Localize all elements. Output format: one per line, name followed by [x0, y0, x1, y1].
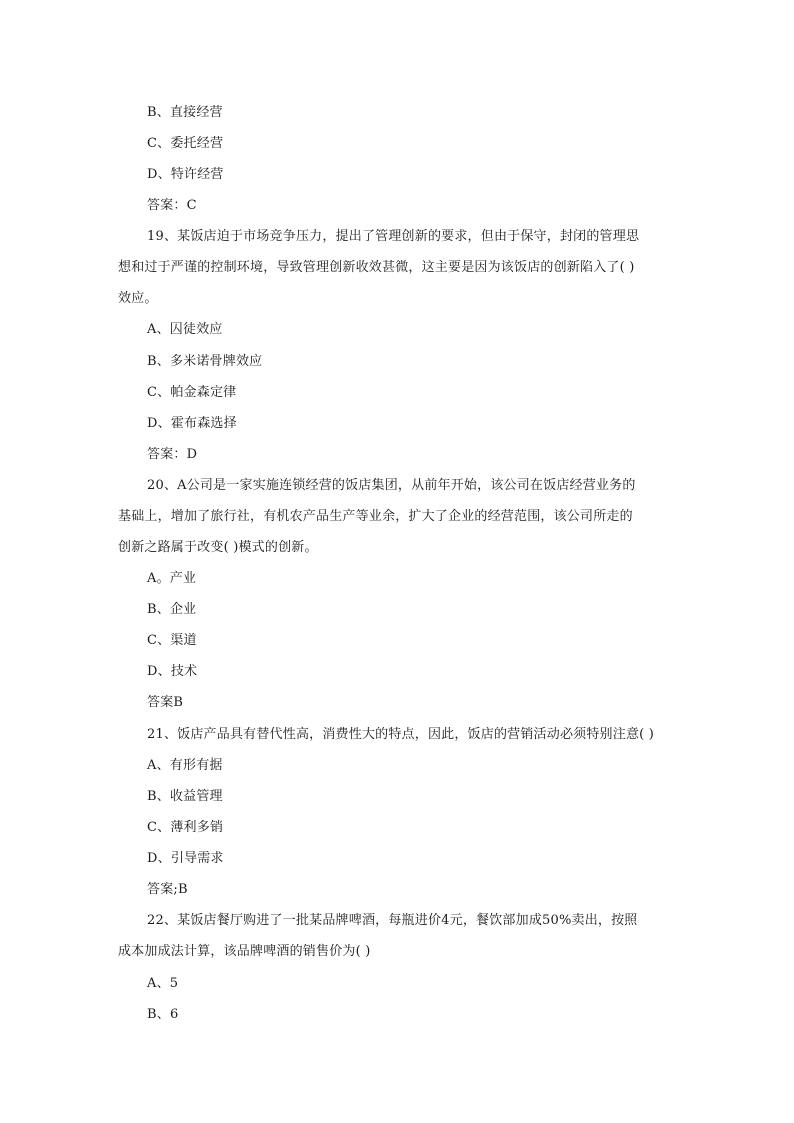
- question-20-line-1: 20、A公司是一家实施连锁经营的饭店集团，从前年开始，该公司在饭店经营业务的: [147, 478, 636, 493]
- option-a-20: A。产业: [147, 571, 197, 586]
- option-d-franchise: D、特许经营: [147, 167, 224, 182]
- option-b-20: B、企业: [147, 602, 197, 617]
- question-22-line-2: 成本加成法计算，该品牌啤酒的销售价为( ): [118, 944, 371, 959]
- option-a-19: A、囚徒效应: [147, 322, 223, 337]
- option-d-19: D、霍布森选择: [147, 416, 237, 431]
- option-b-19: B、多米诺骨牌效应: [147, 354, 263, 369]
- question-19-line-1: 19、某饭店迫于市场竞争压力，提出了管理创新的要求，但由于保守，封闭的管理思: [147, 229, 640, 244]
- answer-18: 答案：C: [147, 198, 197, 213]
- option-b-direct: B、直接经营: [147, 105, 223, 120]
- question-19-line-2: 想和过于严谨的控制环境，导致管理创新收效甚微，这主要是因为该饭店的创新陷入了( ): [118, 260, 635, 275]
- answer-19: 答案：D: [147, 447, 198, 462]
- answer-20: 答案B: [147, 695, 184, 710]
- question-21: 21、饭店产品具有替代性高，消费性大的特点，因此，饭店的营销活动必须特别注意( ): [147, 727, 655, 742]
- option-d-20: D、技术: [147, 664, 198, 679]
- option-a-21: A、有形有据: [147, 758, 223, 773]
- question-19-line-3: 效应。: [118, 291, 158, 306]
- question-22-line-1: 22、某饭店餐厅购进了一批某品牌啤酒，每瓶进价4元，餐饮部加成50%卖出，按照: [147, 913, 638, 928]
- question-20-line-3: 创新之路属于改变( )模式的创新。: [118, 540, 318, 555]
- question-20-line-2: 基础上，增加了旅行社，有机农产品生产等业余，扩大了企业的经营范围，该公司所走的: [118, 509, 633, 524]
- option-d-21: D、引导需求: [147, 851, 224, 866]
- option-b-22: B、6: [147, 1007, 179, 1022]
- option-c-entrusted: C、委托经营: [147, 136, 224, 151]
- option-b-21: B、收益管理: [147, 789, 223, 804]
- option-c-21: C、薄利多销: [147, 820, 224, 835]
- answer-21: 答案;B: [147, 882, 188, 897]
- option-c-19: C、帕金森定律: [147, 385, 237, 400]
- option-c-20: C、渠道: [147, 633, 197, 648]
- option-a-22: A、5: [147, 976, 179, 991]
